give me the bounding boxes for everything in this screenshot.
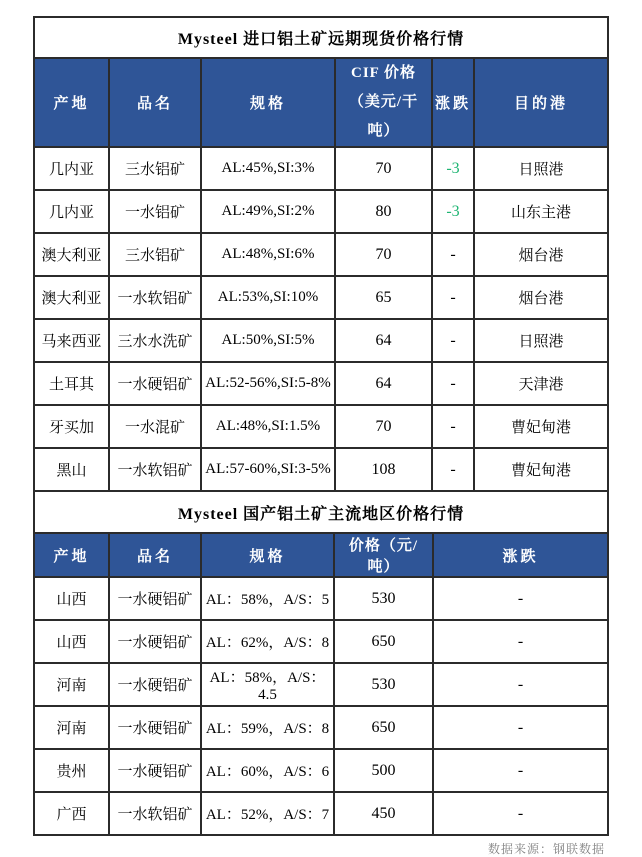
cell-spec: AL：62%，A/S：8 — [201, 620, 334, 663]
cell-change: - — [433, 577, 608, 620]
cell-origin: 山西 — [34, 577, 109, 620]
cell-port: 日照港 — [474, 319, 608, 362]
cell-price: 64 — [335, 362, 432, 405]
import-table-title-row — [34, 17, 608, 58]
cell-product: 一水软铝矿 — [109, 276, 201, 319]
cell-origin: 马来西亚 — [34, 319, 109, 362]
cell-origin: 广西 — [34, 792, 109, 835]
cell-price: 530 — [334, 663, 433, 706]
cell-spec: AL:52-56%,SI:5-8% — [201, 362, 335, 405]
domestic-table-title-row — [34, 491, 608, 533]
cell-spec: AL:48%,SI:6% — [201, 233, 335, 276]
cell-price: 64 — [335, 319, 432, 362]
header-spec: 规格 — [201, 58, 335, 147]
cell-change: - — [433, 663, 608, 706]
cell-price: 500 — [334, 749, 433, 792]
cell-product: 一水硬铝矿 — [109, 362, 201, 405]
cell-price: 70 — [335, 233, 432, 276]
table-row — [34, 276, 608, 319]
header-change: 涨跌 — [432, 58, 474, 147]
cell-origin: 牙买加 — [34, 405, 109, 448]
cell-product: 三水铝矿 — [109, 233, 201, 276]
cell-origin: 黑山 — [34, 448, 109, 491]
cell-product: 一水硬铝矿 — [109, 577, 201, 620]
cell-change: - — [433, 792, 608, 835]
header-product: 品名 — [109, 58, 201, 147]
domestic-price-table — [33, 490, 609, 836]
table-row — [34, 792, 608, 835]
cell-change: - — [432, 448, 474, 491]
cell-change: -3 — [432, 190, 474, 233]
cell-origin: 几内亚 — [34, 147, 109, 190]
cell-port: 曹妃甸港 — [474, 405, 608, 448]
cell-price: 80 — [335, 190, 432, 233]
table-row — [34, 190, 608, 233]
cell-product: 三水铝矿 — [109, 147, 201, 190]
domestic-table-title: Mysteel 国产铝土矿主流地区价格行情 — [34, 491, 608, 533]
cell-origin: 土耳其 — [34, 362, 109, 405]
cell-port: 山东主港 — [474, 190, 608, 233]
cell-price: 70 — [335, 147, 432, 190]
cell-port: 曹妃甸港 — [474, 448, 608, 491]
header-cif-price-line2: （美元/干吨） — [348, 94, 419, 139]
header-product: 品名 — [109, 533, 201, 577]
table-row — [34, 706, 608, 749]
cell-origin: 山西 — [34, 620, 109, 663]
cell-product: 一水软铝矿 — [109, 792, 201, 835]
cell-spec: AL：58%，A/S：4.5 — [201, 663, 334, 706]
cell-product: 一水软铝矿 — [109, 448, 201, 491]
cell-change: - — [433, 749, 608, 792]
cell-spec: AL:48%,SI:1.5% — [201, 405, 335, 448]
header-spec: 规格 — [201, 533, 334, 577]
cell-spec: AL:50%,SI:5% — [201, 319, 335, 362]
header-cif-price — [335, 58, 432, 147]
table-row — [34, 749, 608, 792]
cell-spec: AL：60%，A/S：6 — [201, 749, 334, 792]
cell-product: 一水硬铝矿 — [109, 749, 201, 792]
cell-price: 65 — [335, 276, 432, 319]
cell-spec: AL:53%,SI:10% — [201, 276, 335, 319]
cell-port: 天津港 — [474, 362, 608, 405]
cell-origin: 几内亚 — [34, 190, 109, 233]
cell-change: - — [432, 276, 474, 319]
cell-price: 650 — [334, 706, 433, 749]
table-row — [34, 663, 608, 706]
header-cif-price-line1: CIF 价格 — [350, 65, 417, 81]
tables-wrap — [33, 16, 607, 857]
table-row — [34, 362, 608, 405]
cell-port: 烟台港 — [474, 233, 608, 276]
cell-price: 108 — [335, 448, 432, 491]
cell-change: - — [432, 233, 474, 276]
cell-origin: 河南 — [34, 663, 109, 706]
table-row — [34, 233, 608, 276]
cell-change: - — [432, 319, 474, 362]
cell-origin: 河南 — [34, 706, 109, 749]
cell-product: 三水水洗矿 — [109, 319, 201, 362]
table-row — [34, 577, 608, 620]
cell-spec: AL：58%，A/S：5 — [201, 577, 334, 620]
cell-origin: 澳大利亚 — [34, 276, 109, 319]
table-row — [34, 147, 608, 190]
table-row — [34, 405, 608, 448]
cell-change: - — [433, 620, 608, 663]
cell-product: 一水硬铝矿 — [109, 663, 201, 706]
cell-price: 650 — [334, 620, 433, 663]
cell-price: 450 — [334, 792, 433, 835]
cell-product: 一水硬铝矿 — [109, 706, 201, 749]
data-source-note: 数据来源：钢联数据 — [487, 842, 605, 856]
cell-spec: AL:57-60%,SI:3-5% — [201, 448, 335, 491]
header-price: 价格（元/吨） — [334, 533, 433, 577]
import-table-header-row — [34, 58, 608, 147]
table-row — [34, 448, 608, 491]
cell-change: -3 — [432, 147, 474, 190]
cell-port: 日照港 — [474, 147, 608, 190]
cell-change: - — [432, 405, 474, 448]
cell-price: 70 — [335, 405, 432, 448]
cell-origin: 澳大利亚 — [34, 233, 109, 276]
domestic-table-header-row — [34, 533, 608, 577]
header-origin: 产地 — [34, 58, 109, 147]
cell-change: - — [433, 706, 608, 749]
cell-product: 一水混矿 — [109, 405, 201, 448]
cell-product: 一水硬铝矿 — [109, 620, 201, 663]
cell-port: 烟台港 — [474, 276, 608, 319]
header-change: 涨跌 — [433, 533, 608, 577]
cell-spec: AL：59%，A/S：8 — [201, 706, 334, 749]
cell-product: 一水铝矿 — [109, 190, 201, 233]
cell-change: - — [432, 362, 474, 405]
header-origin: 产地 — [34, 533, 109, 577]
header-dest-port: 目的港 — [474, 58, 608, 147]
table-row — [34, 319, 608, 362]
import-price-table — [33, 16, 609, 492]
cell-origin: 贵州 — [34, 749, 109, 792]
cell-spec: AL:49%,SI:2% — [201, 190, 335, 233]
table-row — [34, 620, 608, 663]
cell-price: 530 — [334, 577, 433, 620]
cell-spec: AL：52%，A/S：7 — [201, 792, 334, 835]
import-table-title: Mysteel 进口铝土矿远期现货价格行情 — [34, 17, 608, 58]
cell-spec: AL:45%,SI:3% — [201, 147, 335, 190]
